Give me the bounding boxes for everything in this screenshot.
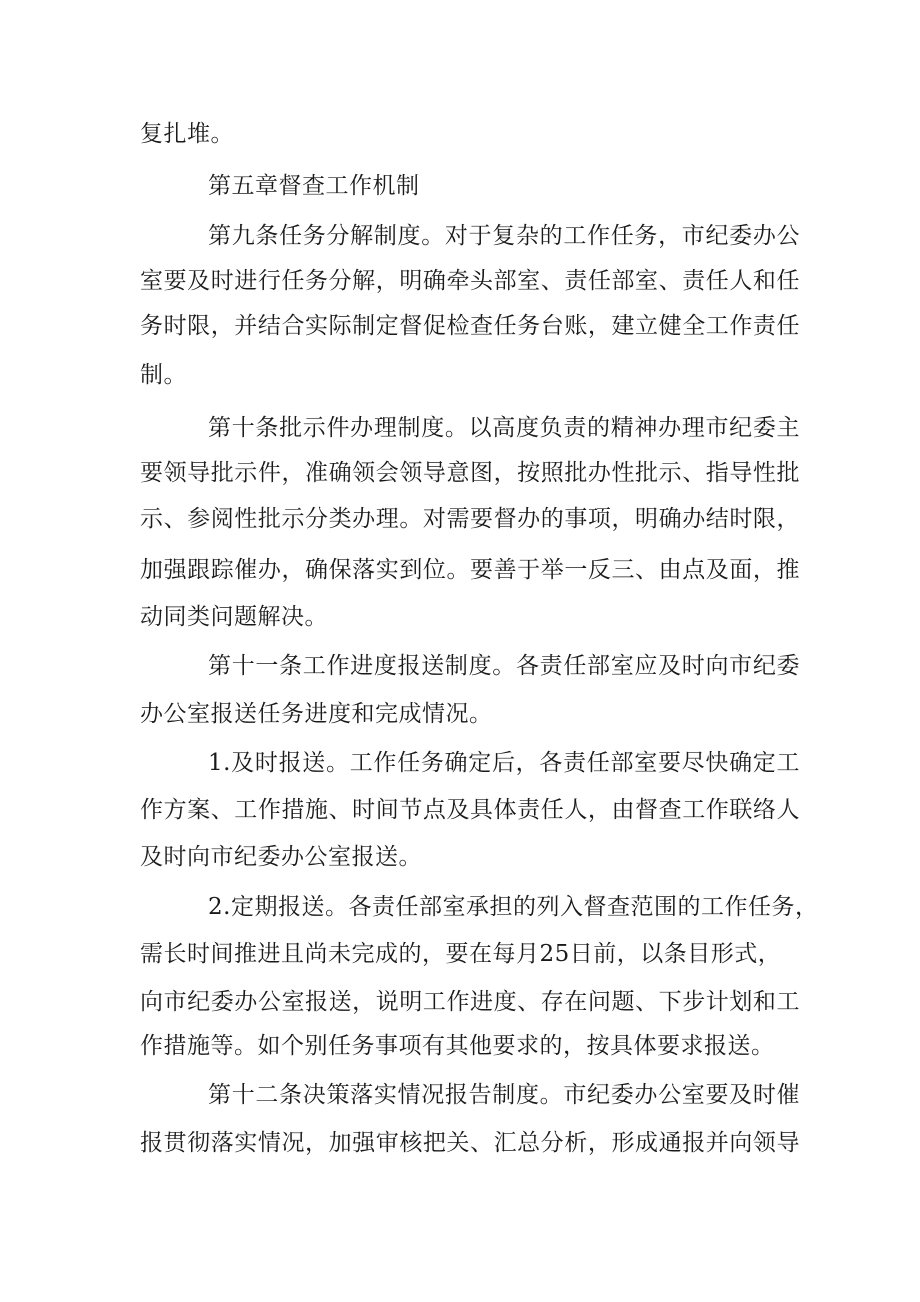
text-line: 加强跟踪催办，确保落实到位。要善于举一反三、由点及面，推: [140, 557, 800, 583]
text-line: 向市纪委办公室报送，说明工作进度、存在问题、下步计划和工: [140, 989, 800, 1015]
text-line: 第十二条决策落实情况报告制度。市纪委办公室要及时催: [208, 1082, 800, 1108]
text-line: 2.定期报送。各责任部室承担的列入督查范围的工作任务，: [208, 894, 819, 920]
text-line: 第十条批示件办理制度。以高度负责的精神办理市纪委主: [208, 415, 800, 441]
chapter-heading: 第五章督查工作机制: [208, 173, 420, 199]
text-line: 务时限，并结合实际制定督促检查任务台账，建立健全工作责任: [140, 313, 800, 339]
text-line: 报贯彻落实情况，加强审核把关、汇总分析，形成通报并向领导: [140, 1130, 800, 1156]
text-line: 办公室报送任务进度和完成情况。: [140, 701, 493, 727]
text-line: 要领导批示件，准确领会领导意图，按照批办性批示、指导性批: [140, 460, 800, 486]
text-line: 复扎堆。: [140, 121, 234, 147]
text-line: 制。: [140, 362, 187, 388]
text-line: 第九条任务分解制度。对于复杂的工作任务，市纪委办公: [208, 223, 800, 249]
text-line: 第十一条工作进度报送制度。各责任部室应及时向市纪委: [208, 653, 800, 679]
text-line: 作措施等。如个别任务事项有其他要求的，按具体要求报送。: [140, 1033, 775, 1059]
text-line: 作方案、工作措施、时间节点及具体责任人，由督查工作联络人: [140, 797, 800, 823]
text-line: 动同类问题解决。: [140, 604, 328, 630]
text-line: 室要及时进行任务分解，明确牵头部室、责任部室、责任人和任: [140, 268, 800, 294]
text-line: 需长时间推进且尚未完成的，要在每月25日前，以条目形式，: [140, 941, 782, 967]
text-line: 1.及时报送。工作任务确定后，各责任部室要尽快确定工: [208, 750, 800, 776]
text-line: 及时向市纪委办公室报送。: [140, 844, 422, 870]
text-line: 示、参阅性批示分类办理。对需要督办的事项，明确办结时限，: [140, 506, 800, 532]
